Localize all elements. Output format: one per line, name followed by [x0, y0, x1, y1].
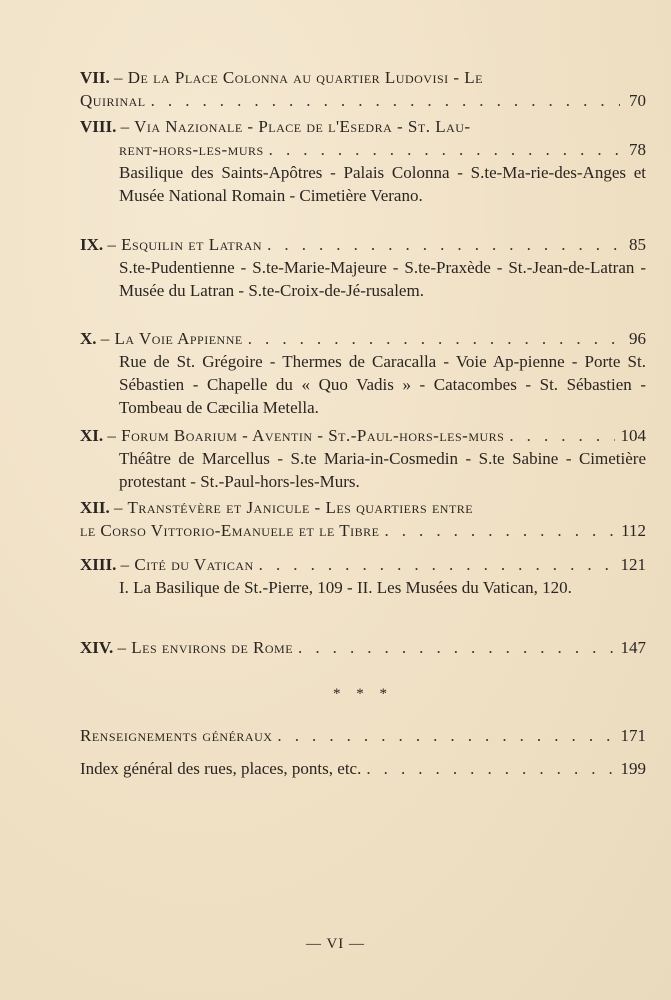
leader-dots [379, 519, 615, 542]
leader-dots [272, 724, 614, 747]
chapter-title: – Les environs de Rome [117, 638, 294, 657]
chapter-title-cont: Quirinal [80, 91, 146, 110]
chapter-title: – Transtévère et Janicule - Les quartiers entre [114, 498, 474, 517]
chapter-number: XIII. [80, 555, 117, 574]
page-number: 147 [620, 638, 646, 657]
leader-dots [243, 327, 620, 350]
page-number: 78 [629, 140, 646, 159]
chapter-subtopics: Basilique des Saints-Apôtres - Palais Colonna - S.te-Ma-rie-des-Anges et Musée National Romain - Cimetière Verano. [119, 163, 646, 205]
chapter-title-cont: rent-hors-les-murs [119, 140, 264, 159]
toc-entry-x [80, 327, 646, 419]
toc-entry-ix [80, 233, 646, 302]
chapter-subtopics: Rue de St. Grégoire - Thermes de Caracalla - Voie Ap-pienne - Porte St. Sébastien - Chapelle du « Quo Vadis » - Catacombes - St. Sébastien - Tombeau de Cæcilia Metella. [119, 352, 646, 417]
section-title: Index général des rues, places, ponts, etc. [80, 759, 362, 778]
leader-dots [146, 89, 620, 112]
toc-entry-index [80, 757, 646, 780]
page-number: 96 [629, 329, 646, 348]
chapter-title: – La Voie Appienne [100, 329, 243, 348]
page-number: 171 [620, 726, 646, 745]
page-number: 121 [620, 555, 646, 574]
chapter-title: – Via Nazionale - Place de l'Esedra - St. Lau- [120, 117, 471, 136]
chapter-title: – De la Place Colonna au quartier Ludovisi - Le [114, 68, 484, 87]
leader-dots [361, 757, 614, 780]
page-footer-number: — VI — [305, 936, 366, 952]
toc-entry-xiii [80, 553, 646, 599]
toc-entry-renseignements [80, 724, 646, 747]
page-number: 112 [621, 521, 646, 540]
toc-entry-vii [80, 66, 646, 112]
leader-dots [264, 138, 620, 161]
leader-dots [293, 636, 614, 659]
chapter-subtopics: I. La Basilique de St.-Pierre, 109 - II. Les Musées du Vatican, 120. [119, 578, 572, 597]
chapter-number: VIII. [80, 117, 117, 136]
toc-entry-xiv [80, 636, 646, 659]
chapter-number: IX. [80, 235, 104, 254]
page-number: 85 [629, 235, 646, 254]
chapter-title: – Esquilin et Latran [107, 235, 263, 254]
leader-dots [504, 424, 614, 447]
chapter-number: X. [80, 329, 97, 348]
chapter-title-cont: le Corso Vittorio-Emanuele et le Tibre [80, 521, 380, 540]
page-number: 199 [620, 759, 646, 778]
toc-entry-viii [80, 115, 646, 207]
toc-entry-xii [80, 496, 646, 542]
leader-dots [254, 553, 615, 576]
chapter-number: XIV. [80, 638, 114, 657]
leader-dots [262, 233, 620, 256]
chapter-number: XII. [80, 498, 110, 517]
page-number: 70 [629, 91, 646, 110]
page-number: 104 [620, 426, 646, 445]
chapter-number: VII. [80, 68, 110, 87]
chapter-number: XI. [80, 426, 104, 445]
toc-entry-xi [80, 424, 646, 493]
chapter-title: – Cité du Vatican [120, 555, 254, 574]
section-separator: * * * [333, 686, 393, 702]
chapter-subtopics: S.te-Pudentienne - S.te-Marie-Majeure - S.te-Praxède - St.-Jean-de-Latran - Musée du Latran - S.te-Croix-de-Jé-rusalem. [119, 258, 646, 300]
section-title: Renseignements généraux [80, 726, 273, 745]
chapter-subtopics: Théâtre de Marcellus - S.te Maria-in-Cosmedin - S.te Sabine - Cimetière protestant - St.-Paul-hors-les-Murs. [119, 449, 646, 491]
chapter-title: – Forum Boarium - Aventin - St.-Paul-hors-les-murs [107, 426, 505, 445]
